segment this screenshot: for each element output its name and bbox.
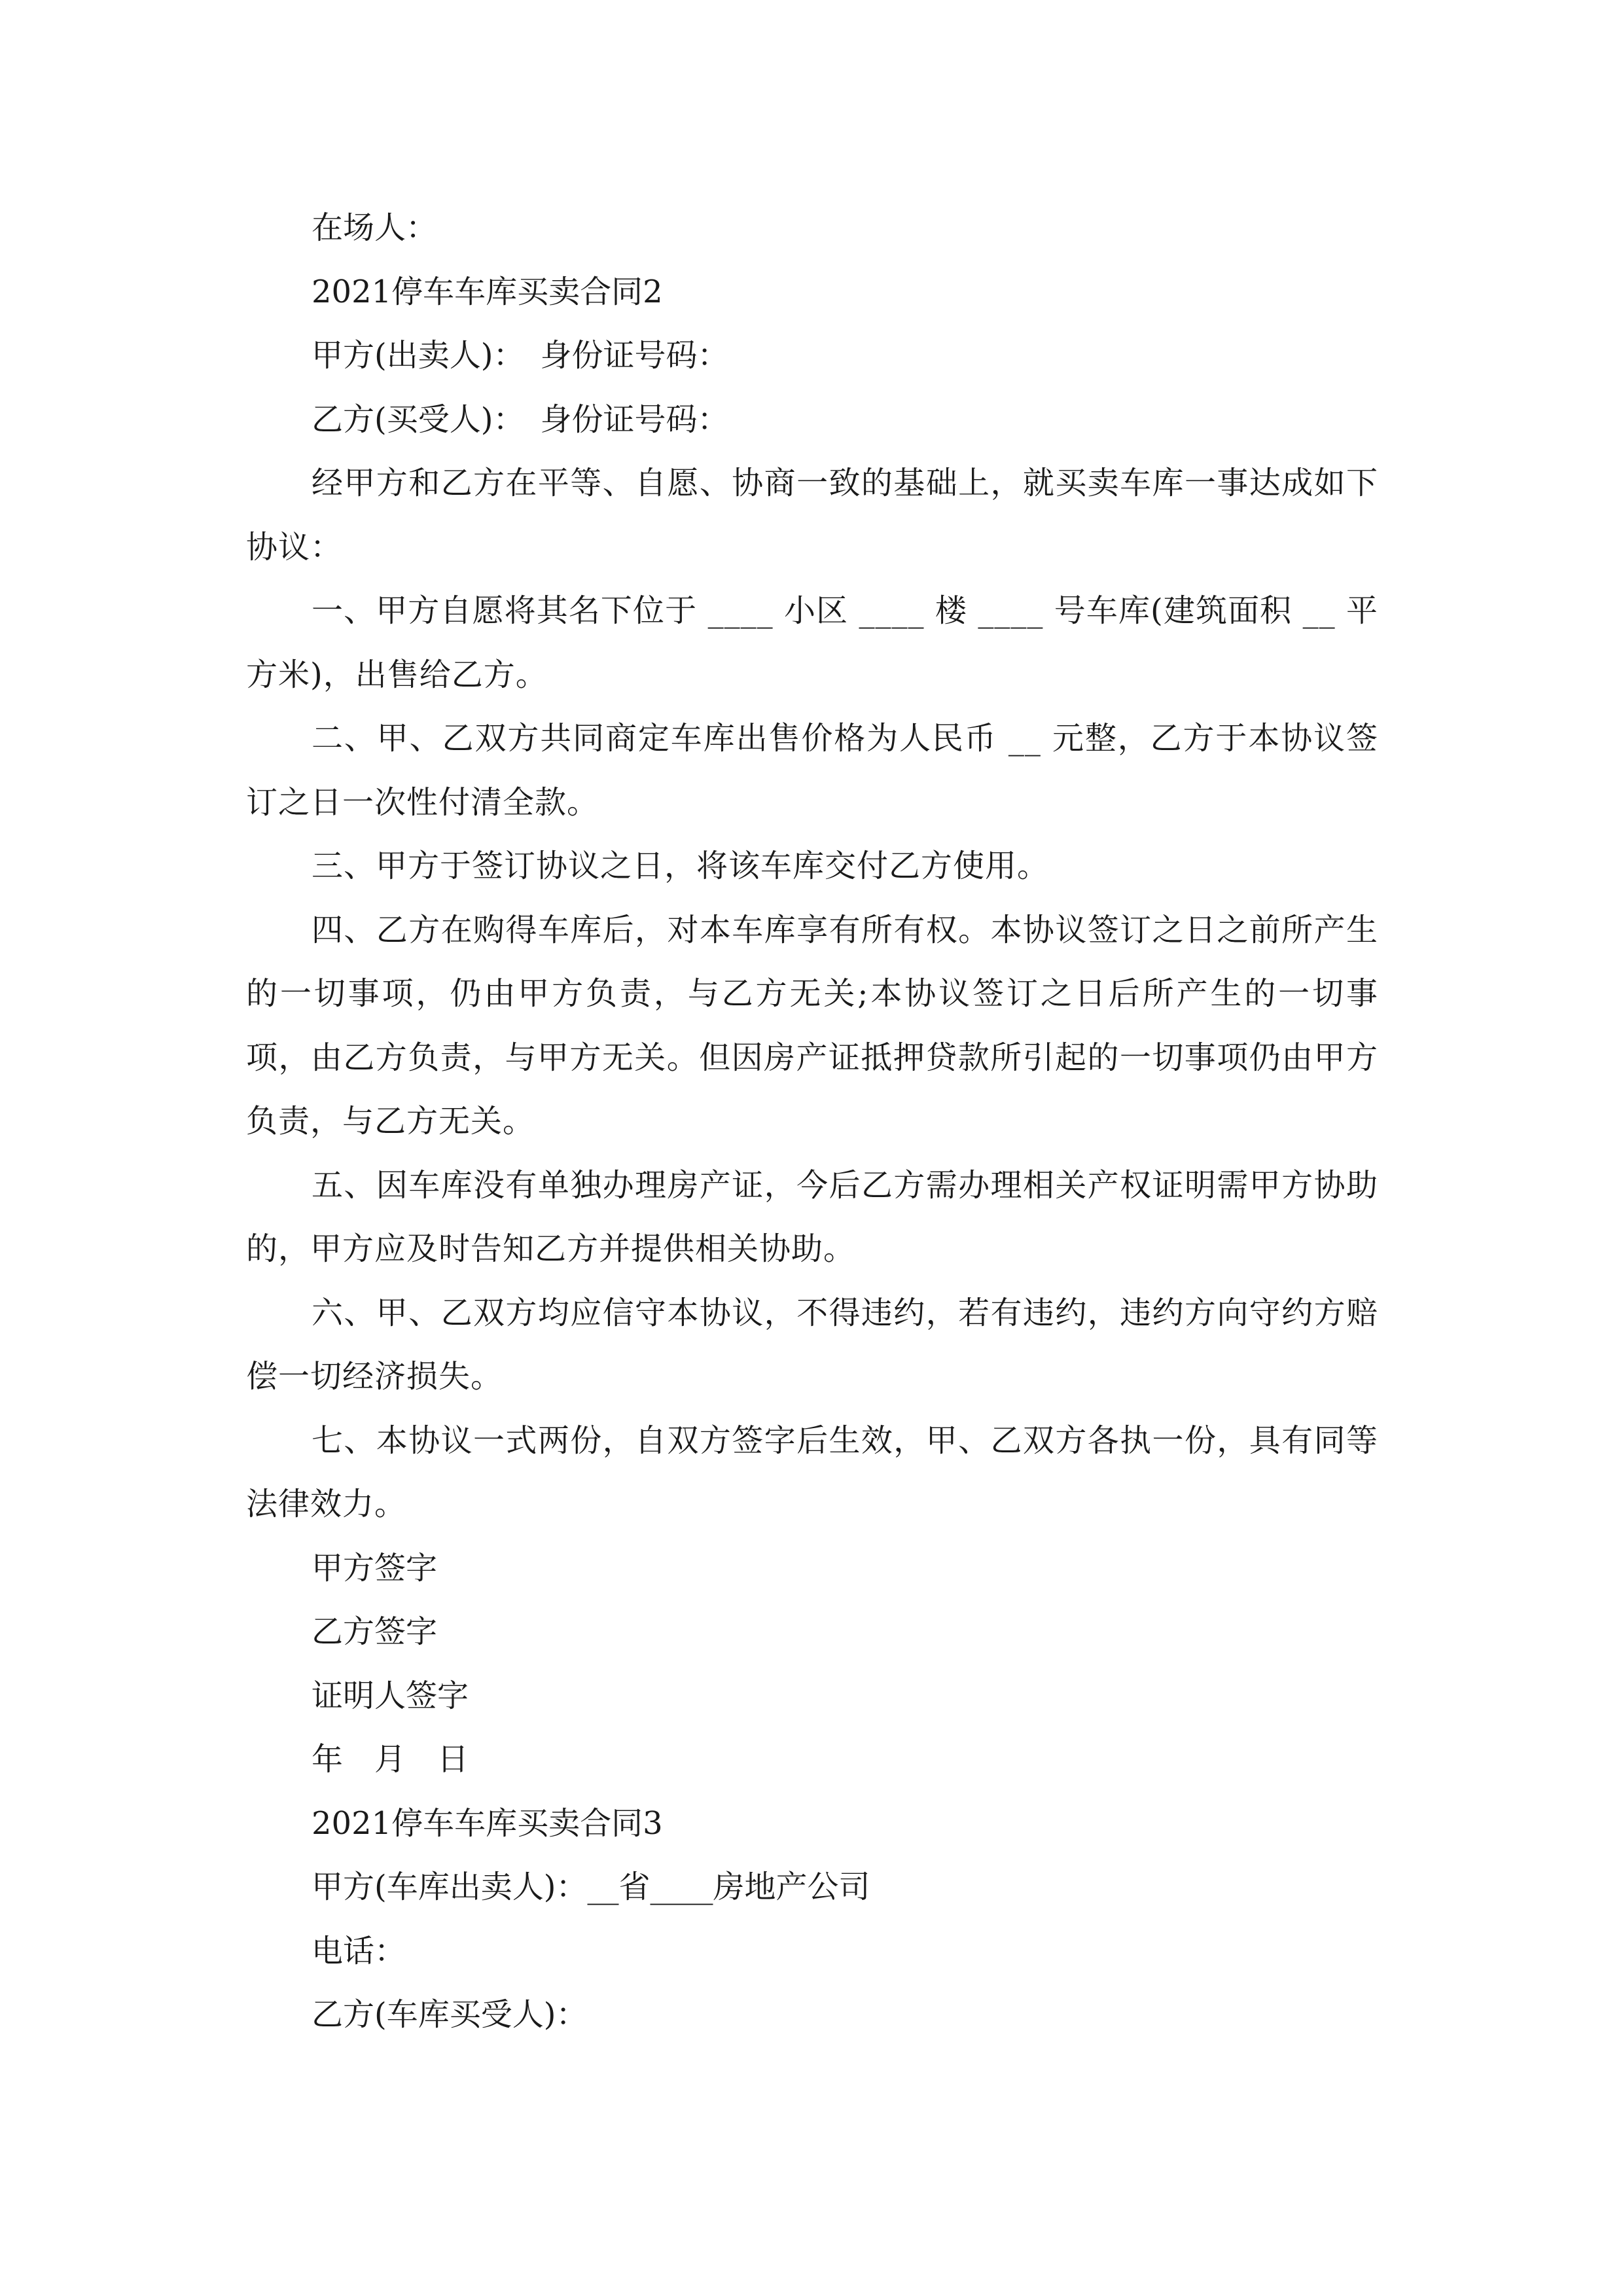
clause-5-paragraph: 五、因车库没有单独办理房产证，今后乙方需办理相关产权证明需甲方协助的，甲方应及时告知乙方并提供相关协助。	[246, 1166, 1378, 1267]
clause-6-paragraph: 六、甲、乙双方均应信守本协议，不得违约，若有违约，违约方向守约方赔偿一切经济损失。	[246, 1294, 1378, 1395]
party-a-signature-label: 甲方签字	[312, 1549, 438, 1587]
witness-signature-label: 证明人签字	[312, 1677, 469, 1714]
clause-3-paragraph: 三、甲方于签订协议之日，将该车库交付乙方使用。	[312, 848, 1050, 884]
clause-2-paragraph: 二、甲、乙双方共同商定车库出售价格为人民币 __ 元整，乙方于本协议签订之日一次性付清全款。	[246, 720, 1378, 821]
clause-7-paragraph: 七、本协议一式两份，自双方签字后生效，甲、乙双方各执一份，具有同等法律效力。	[246, 1422, 1378, 1522]
clause-4-paragraph: 四、乙方在购得车库后，对本车库享有所有权。本协议签订之日之前所产生的一切事项，仍由甲方负责，与乙方无关;本协议签订之日后所产生的一切事项，由乙方负责，与甲方无关。但因房产证抵押贷款所引起的一切事项仍由甲方负责，与乙方无关。	[246, 911, 1378, 1139]
garage-seller-line: 甲方(车库出卖人)：__省____房地产公司	[312, 1869, 870, 1905]
garage-buyer-line: 乙方(车库买受人)：	[312, 1996, 588, 2033]
date-line: 年 月 日	[312, 1741, 469, 1778]
party-a-seller-line: 甲方(出卖人)： 身份证号码：	[312, 337, 729, 374]
document-body	[246, 196, 1378, 2047]
attendee-label: 在场人：	[312, 209, 438, 246]
party-b-buyer-line: 乙方(买受人)： 身份证号码：	[312, 401, 729, 438]
phone-label: 电话：	[312, 1932, 406, 1969]
contract-title-3: 2021停车车库买卖合同3	[312, 1804, 663, 1842]
party-b-signature-label: 乙方签字	[312, 1613, 438, 1650]
clause-1-paragraph: 一、甲方自愿将其名下位于 ____ 小区 ____ 楼 ____ 号车库(建筑面积 __ 平方米)，出售给乙方。	[246, 592, 1378, 693]
contract-title-2: 2021停车车库买卖合同2	[312, 273, 663, 310]
preamble-paragraph: 经甲方和乙方在平等、自愿、协商一致的基础上，就买卖车库一事达成如下协议：	[246, 465, 1378, 565]
